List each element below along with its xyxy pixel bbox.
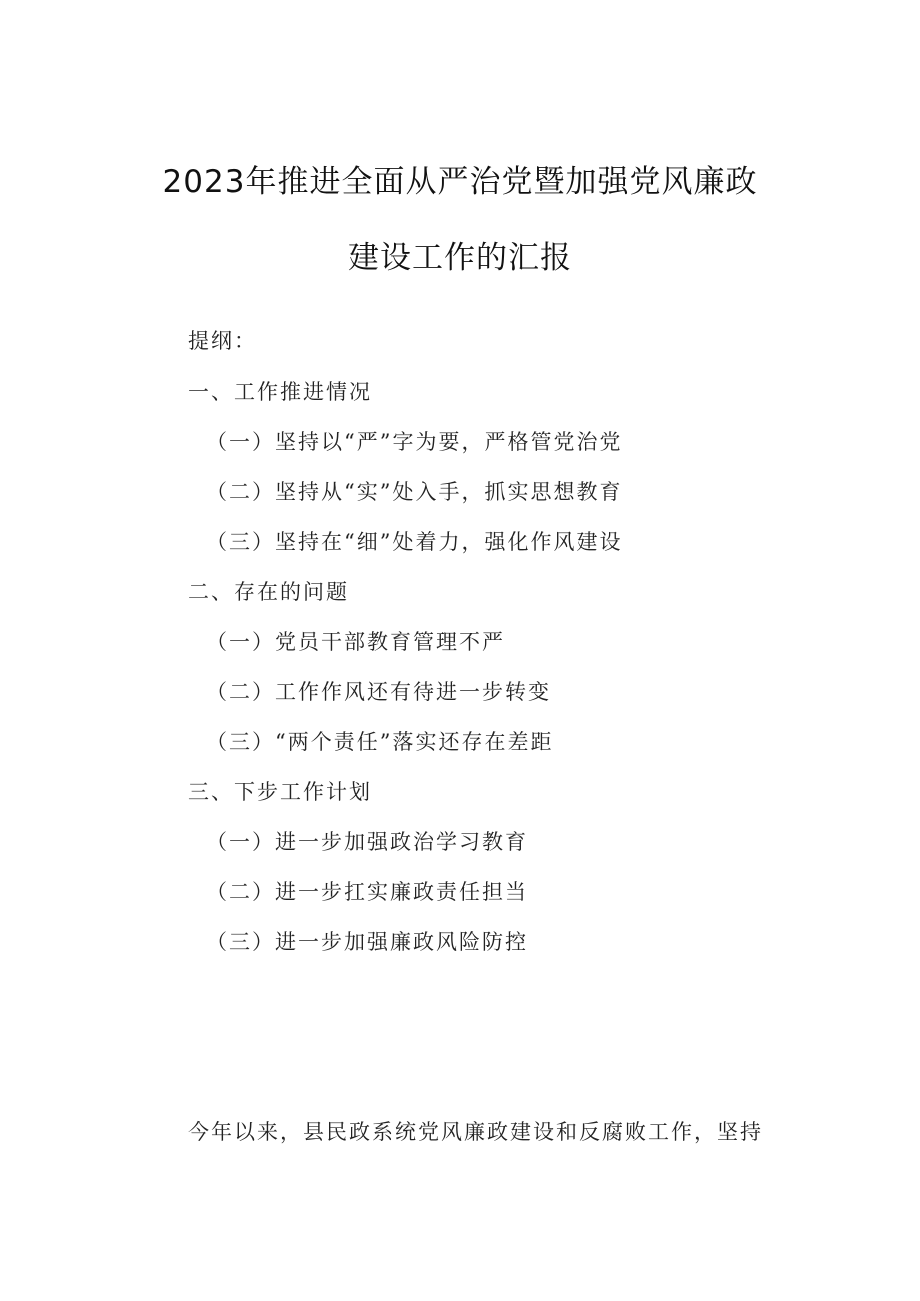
section-3-item-1: （一）进一步加强政治学习教育 [206, 830, 528, 854]
outline-label: 提纲： [188, 329, 257, 353]
section-heading-3: 三、下步工作计划 [188, 780, 372, 804]
document-title-line-1: 2023年推进全面从严治党暨加强党风廉政 [162, 164, 758, 200]
body-paragraph-start: 今年以来，县民政系统党风廉政建设和反腐败工作，坚持 [188, 1120, 763, 1144]
section-1-item-2: （二）坚持从“实”处入手，抓实思想教育 [206, 480, 623, 504]
section-heading-2: 二、存在的问题 [188, 580, 349, 604]
section-2-item-1: （一）党员干部教育管理不严 [206, 630, 505, 654]
section-3-item-3: （三）进一步加强廉政风险防控 [206, 930, 528, 954]
section-2-item-2: （二）工作作风还有待进一步转变 [206, 680, 551, 704]
section-1-item-3: （三）坚持在“细”处着力，强化作风建设 [206, 530, 623, 554]
section-heading-1: 一、工作推进情况 [188, 380, 372, 404]
section-2-item-3: （三）“两个责任”落实还存在差距 [206, 730, 554, 754]
document-title-line-2: 建设工作的汇报 [348, 240, 572, 276]
section-1-item-1: （一）坚持以“严”字为要，严格管党治党 [206, 430, 623, 454]
section-3-item-2: （二）进一步扛实廉政责任担当 [206, 880, 528, 904]
